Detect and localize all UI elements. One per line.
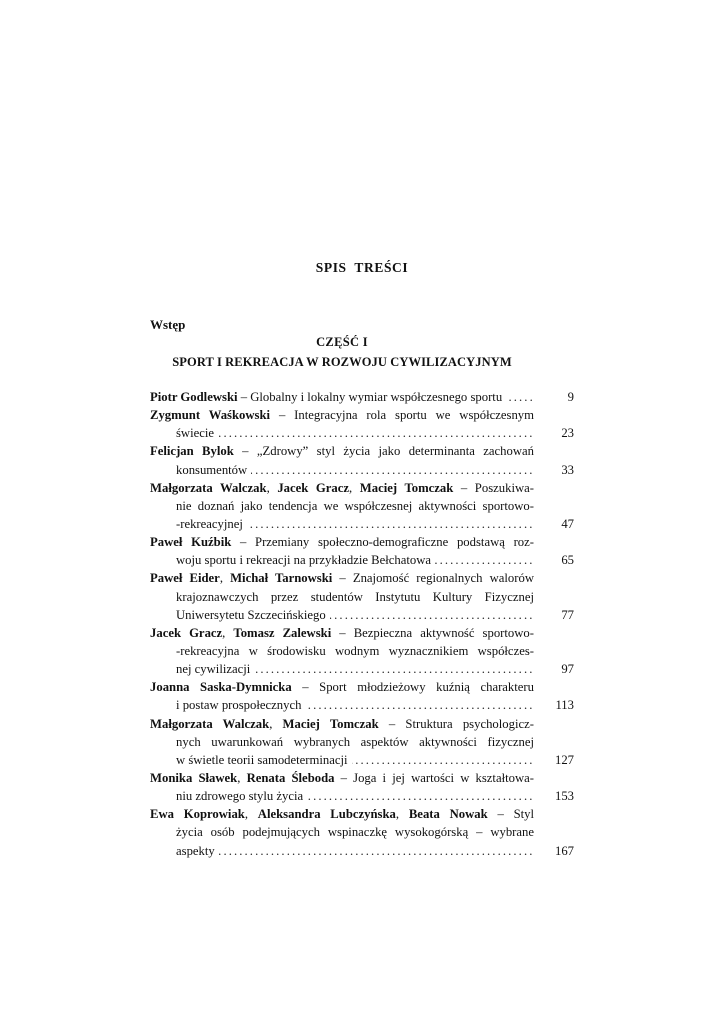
toc-author: Małgorzata Walczak (150, 716, 270, 731)
dot-leader (176, 424, 534, 442)
toc-entry-text: konsumentów (176, 462, 248, 477)
toc-author: Piotr Godlewski (150, 390, 238, 404)
toc-page-number: 33 (561, 462, 574, 477)
toc-entry-line (176, 424, 534, 442)
toc-page-number: 65 (561, 553, 574, 568)
toc-entry-line (150, 406, 534, 424)
toc-page-number: 113 (555, 698, 574, 713)
toc-entry-line (150, 442, 534, 460)
toc-entry[interactable] (150, 533, 574, 569)
toc-author: Monika Sławek (150, 770, 238, 785)
toc-entry-line (150, 388, 534, 406)
toc-entry[interactable] (150, 678, 574, 714)
toc-author: Renata Śleboda (246, 770, 335, 785)
toc-entry-text: -rekreacyjna w środowisku wodnym wyznacznikiem współczes- (176, 643, 534, 658)
toc-entry-line (150, 533, 534, 551)
toc-author: Maciej Tomczak (359, 480, 454, 495)
toc-entry-line (176, 696, 534, 714)
toc-author: Michał Tarnowski (230, 571, 333, 586)
toc-author: Paweł Eider (150, 571, 220, 586)
toc-entry-text: i postaw prospołecznych (176, 698, 302, 713)
toc-entry-text: – Bezpieczna aktywność sportowo- (331, 625, 534, 640)
toc-author: Tomasz Zalewski (233, 625, 332, 640)
toc-entry-text: – Poszukiwa- (453, 480, 534, 495)
toc-entry-text: – Struktura psychologicz- (378, 716, 535, 731)
toc-entry-line (176, 842, 534, 860)
toc-entry-line: Małgorzata Walczak, Jacek Gracz, Maciej Tomczak – Poszukiwa- (150, 480, 534, 495)
toc-entry-text: krajoznawczych przez studentów Instytutu Kultury Fizycznej (176, 589, 534, 604)
toc-entry[interactable] (150, 388, 574, 406)
toc-entry-text: Uniwersytetu Szczecińskiego (176, 607, 326, 622)
toc-entry[interactable] (150, 805, 574, 859)
toc-entry[interactable] (150, 569, 574, 623)
page-title: SPIS TREŚCI (315, 260, 409, 275)
toc-entry-text: -rekreacyjnej (176, 516, 243, 531)
toc-entry-line (176, 733, 534, 751)
toc-entry-line: Ewa Koprowiak, Aleksandra Lubczyńska, Beata Nowak – Styl (150, 807, 535, 822)
toc-entry-line (176, 751, 534, 769)
toc-page-number: 167 (554, 843, 574, 858)
intro-heading: Wstęp (150, 317, 186, 332)
toc-entry-text: życia osób podejmujących wspinaczkę wysokogórską – wybrane (176, 825, 534, 840)
toc-entry-text: niu zdrowego stylu życia (176, 789, 304, 804)
toc-page-number: 9 (567, 390, 574, 404)
toc-entry-line (176, 461, 534, 479)
part-label: CZĘŚĆ I (316, 335, 368, 349)
toc-entry-line (176, 497, 534, 515)
toc-page-number: 97 (561, 662, 574, 677)
toc-entry-line: Małgorzata Walczak, Maciej Tomczak – Struktura psychologicz- (150, 716, 535, 731)
dot-leader (176, 842, 534, 860)
toc-entry-text: – Sport młodzieżowy kuźnią charakteru (291, 680, 535, 695)
toc-entry-line: Paweł Eider, Michał Tarnowski – Znajomość regionalnych walorów (150, 571, 534, 586)
toc-entry-line (150, 678, 534, 696)
toc-entry-line (176, 660, 534, 678)
toc-entry-text: – Przemiany społeczno-demograficzne podstawą roz- (231, 535, 534, 550)
toc-entry-text: nej cywilizacji (176, 662, 251, 677)
toc-page-number: 153 (554, 789, 574, 804)
toc-entry-text: – Znajomość regionalnych walorów (332, 571, 534, 586)
toc-entry-text: woju sportu i rekreacji na przykładzie Bełchatowa (176, 553, 432, 568)
toc-entry-line (176, 606, 534, 624)
toc-entry-line (176, 551, 534, 569)
toc-author: Maciej Tomczak (282, 716, 379, 731)
toc-entry[interactable] (150, 624, 574, 678)
toc-entry[interactable] (150, 479, 574, 533)
toc-entry-line (176, 823, 534, 841)
toc-entry-line (176, 588, 534, 606)
toc-entry-text: – Globalny i lokalny wymiar współczesnego sportu (237, 390, 503, 404)
toc-entry-line (176, 515, 534, 533)
part-title: SPORT I REKREACJA W ROZWOJU CYWILIZACYJNYM (172, 355, 512, 369)
toc-entry-text: – Joga i jej wartości w kształtowa- (334, 770, 535, 785)
toc-author: Małgorzata Walczak (150, 480, 267, 495)
toc-author: Joanna Saska-Dymnicka (150, 680, 292, 695)
toc-author: Jacek Gracz (277, 480, 350, 495)
toc-entry-line: Monika Sławek, Renata Śleboda – Joga i jej wartości w kształtowa- (150, 770, 535, 785)
toc-entry-line (176, 642, 534, 660)
toc-page-number: 23 (561, 426, 574, 441)
toc-entry-line (176, 787, 534, 805)
table-of-contents (150, 388, 574, 860)
toc-author: Paweł Kuźbik (150, 535, 232, 550)
toc-entry-text: nie doznań jako tendencja we współczesnej aktywności sportowo- (176, 498, 534, 513)
toc-entry-text: nych uwarunkowań wybranych aspektów aktywności fizycznej (176, 734, 534, 749)
toc-entry-text: – „Zdrowy” styl życia jako determinanta zachowań (233, 444, 534, 459)
toc-author: Felicjan Bylok (150, 444, 234, 459)
toc-entry[interactable] (150, 769, 574, 805)
toc-entry-text: – Styl (487, 807, 535, 822)
toc-author: Ewa Koprowiak (150, 807, 245, 822)
toc-entry[interactable] (150, 442, 574, 478)
toc-entry[interactable] (150, 406, 574, 442)
toc-entry-text: w świetle teorii samodeterminacji (176, 752, 348, 767)
toc-entry-text: – Integracyjna rola sportu we współczesnym (270, 408, 534, 423)
toc-author: Aleksandra Lubczyńska (257, 807, 396, 822)
toc-entry-text: świecie (176, 426, 215, 441)
toc-entry-text: aspekty (176, 843, 215, 858)
toc-page-number: 47 (561, 517, 574, 531)
toc-entry[interactable] (150, 715, 574, 769)
toc-page-number: 77 (561, 607, 574, 622)
toc-author: Beata Nowak (408, 807, 488, 822)
toc-author: Jacek Gracz (150, 625, 223, 640)
toc-page-number: 127 (554, 752, 574, 767)
toc-entry-line: Jacek Gracz, Tomasz Zalewski – Bezpieczna aktywność sportowo- (150, 625, 534, 640)
toc-author: Zygmunt Waśkowski (150, 408, 271, 423)
